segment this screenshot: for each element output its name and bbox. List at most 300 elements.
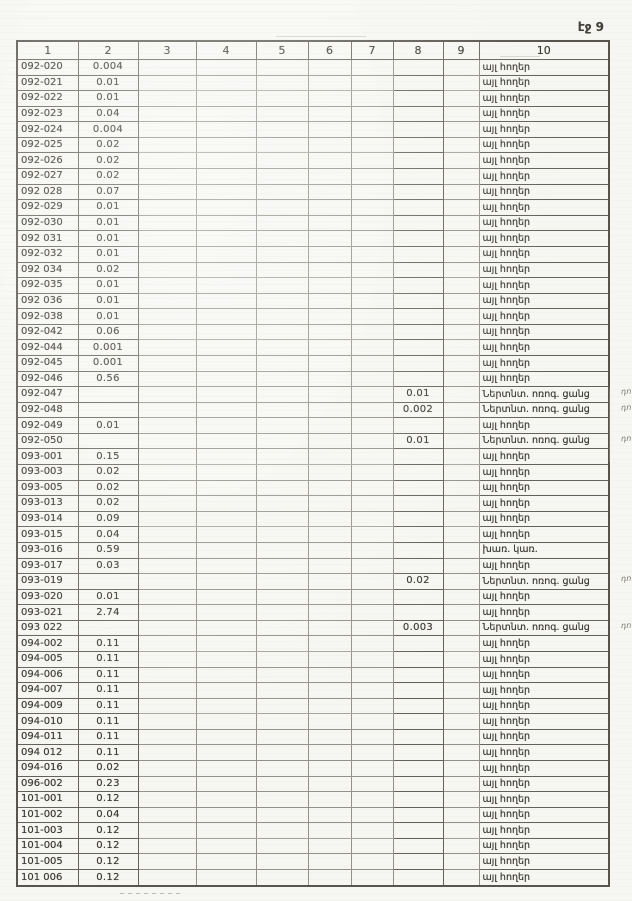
empty-cell [256, 729, 308, 745]
empty-cell [443, 589, 479, 605]
empty-cell [196, 433, 256, 449]
empty-cell [138, 371, 196, 387]
empty-cell [351, 231, 393, 247]
empty-cell [196, 698, 256, 714]
area-value-cell [78, 433, 138, 449]
empty-cell [308, 558, 351, 574]
empty-cell [351, 169, 393, 185]
empty-cell [308, 574, 351, 590]
col8-value-cell: 0.01 [393, 387, 443, 403]
empty-cell [308, 184, 351, 200]
table-row [17, 200, 609, 216]
parcel-code-cell: 101-002 [17, 807, 78, 823]
table-row [17, 402, 609, 418]
parcel-code-cell: 092-024 [17, 122, 78, 138]
col8-value-cell [393, 698, 443, 714]
landuse-cell: այլ հողեր [479, 200, 609, 216]
parcel-code-cell: 093-013 [17, 496, 78, 512]
parcel-code-cell: 092-029 [17, 200, 78, 216]
empty-cell [138, 698, 196, 714]
empty-cell [196, 854, 256, 870]
table-row [17, 387, 609, 403]
landuse-cell: այլ հողեր [479, 371, 609, 387]
empty-cell [256, 340, 308, 356]
empty-cell [351, 496, 393, 512]
empty-cell [308, 511, 351, 527]
empty-cell [138, 262, 196, 278]
area-value-cell: 0.02 [78, 153, 138, 169]
landuse-cell: այլ հողեր [479, 745, 609, 761]
empty-cell [351, 122, 393, 138]
col8-value-cell [393, 729, 443, 745]
empty-cell [443, 683, 479, 699]
empty-cell [196, 200, 256, 216]
empty-cell [138, 761, 196, 777]
empty-cell [196, 215, 256, 231]
col8-value-cell [393, 761, 443, 777]
empty-cell [351, 870, 393, 886]
col8-value-cell [393, 184, 443, 200]
empty-cell [308, 605, 351, 621]
parcel-code-cell: 094-002 [17, 636, 78, 652]
empty-cell [308, 231, 351, 247]
empty-cell [138, 184, 196, 200]
landuse-cell: այլ հողեր [479, 854, 609, 870]
empty-cell [196, 418, 256, 434]
empty-cell [443, 371, 479, 387]
empty-cell [256, 324, 308, 340]
empty-cell [138, 246, 196, 262]
empty-cell [351, 153, 393, 169]
empty-cell [351, 465, 393, 481]
empty-cell [138, 122, 196, 138]
empty-cell [196, 651, 256, 667]
empty-cell [256, 651, 308, 667]
landuse-cell: այլ հողեր [479, 636, 609, 652]
empty-cell [443, 698, 479, 714]
col8-value-cell [393, 651, 443, 667]
landuse-cell: այլ հողեր [479, 60, 609, 76]
empty-cell [138, 589, 196, 605]
empty-cell [138, 387, 196, 403]
empty-cell [443, 60, 479, 76]
empty-cell [308, 745, 351, 761]
parcel-code-cell: 093-003 [17, 465, 78, 481]
landuse-cell: այլ հողեր [479, 527, 609, 543]
area-value-cell: 0.12 [78, 854, 138, 870]
empty-cell [196, 683, 256, 699]
empty-cell [256, 449, 308, 465]
empty-cell [443, 651, 479, 667]
empty-cell [308, 651, 351, 667]
parcel-code-cell: 094-007 [17, 683, 78, 699]
landuse-cell: Ներտնտ. ոռոգ. ցանց դո [479, 574, 609, 590]
area-value-cell: 0.59 [78, 542, 138, 558]
empty-cell [138, 215, 196, 231]
landuse-cell: խառ. կառ. [479, 542, 609, 558]
empty-cell [443, 137, 479, 153]
empty-cell [138, 745, 196, 761]
empty-cell [138, 651, 196, 667]
empty-cell [351, 340, 393, 356]
area-value-cell: 0.09 [78, 511, 138, 527]
col8-value-cell [393, 496, 443, 512]
empty-cell [443, 324, 479, 340]
col8-value-cell [393, 278, 443, 294]
empty-cell [196, 605, 256, 621]
empty-cell [256, 122, 308, 138]
col8-value-cell [393, 340, 443, 356]
col8-value-cell [393, 683, 443, 699]
parcel-code-cell: 093-001 [17, 449, 78, 465]
empty-cell [196, 278, 256, 294]
empty-cell [256, 262, 308, 278]
area-value-cell: 0.04 [78, 106, 138, 122]
table-row [17, 324, 609, 340]
landuse-cell: այլ հողեր [479, 605, 609, 621]
empty-cell [196, 574, 256, 590]
parcel-code-cell: 092-035 [17, 278, 78, 294]
empty-cell [351, 792, 393, 808]
col8-value-cell [393, 527, 443, 543]
col8-value-cell [393, 200, 443, 216]
table-row [17, 122, 609, 138]
empty-cell [308, 262, 351, 278]
empty-cell [308, 200, 351, 216]
empty-cell [196, 729, 256, 745]
empty-cell [308, 729, 351, 745]
empty-cell [196, 231, 256, 247]
col8-value-cell [393, 480, 443, 496]
landuse-cell: այլ հողեր [479, 838, 609, 854]
landuse-cell: այլ հողեր [479, 231, 609, 247]
table-row [17, 340, 609, 356]
empty-cell [308, 278, 351, 294]
empty-cell [196, 465, 256, 481]
landuse-cell: այլ հողեր [479, 651, 609, 667]
parcel-code-cell: 094-010 [17, 714, 78, 730]
empty-cell [443, 184, 479, 200]
empty-cell [308, 169, 351, 185]
table-row [17, 683, 609, 699]
column-header: 6 [308, 41, 351, 60]
parcel-code-cell: 092-044 [17, 340, 78, 356]
empty-cell [443, 636, 479, 652]
empty-cell [138, 714, 196, 730]
empty-cell [351, 91, 393, 107]
area-value-cell: 0.07 [78, 184, 138, 200]
empty-cell [256, 496, 308, 512]
empty-cell [351, 293, 393, 309]
landuse-cell: այլ հողեր [479, 465, 609, 481]
col8-value-cell [393, 511, 443, 527]
parcel-code-cell: 092-027 [17, 169, 78, 185]
parcel-code-cell: 092-022 [17, 91, 78, 107]
empty-cell [138, 278, 196, 294]
col8-value-cell [393, 870, 443, 886]
landuse-cell: այլ հողեր [479, 262, 609, 278]
empty-cell [443, 169, 479, 185]
col8-value-cell [393, 589, 443, 605]
area-value-cell: 0.001 [78, 340, 138, 356]
table-row [17, 60, 609, 76]
empty-cell [256, 200, 308, 216]
empty-cell [443, 293, 479, 309]
handwritten-margin-note: դո [620, 573, 632, 584]
empty-cell [196, 838, 256, 854]
empty-cell [443, 387, 479, 403]
column-header: 8 [393, 41, 443, 60]
empty-cell [351, 246, 393, 262]
empty-cell [138, 823, 196, 839]
empty-cell [196, 324, 256, 340]
col8-value-cell [393, 293, 443, 309]
empty-cell [138, 558, 196, 574]
empty-cell [196, 807, 256, 823]
table-row [17, 215, 609, 231]
table-row [17, 854, 609, 870]
empty-cell [138, 511, 196, 527]
empty-cell [443, 215, 479, 231]
col8-value-cell [393, 122, 443, 138]
col8-value-cell [393, 465, 443, 481]
landuse-cell: այլ հողեր [479, 355, 609, 371]
empty-cell [138, 792, 196, 808]
landuse-cell: Ներտնտ. ոռոգ. ցանց դո [479, 387, 609, 403]
empty-cell [443, 418, 479, 434]
area-value-cell: 0.01 [78, 293, 138, 309]
landuse-cell: այլ հողեր [479, 137, 609, 153]
empty-cell [308, 137, 351, 153]
empty-cell [443, 496, 479, 512]
area-value-cell: 0.01 [78, 278, 138, 294]
empty-cell [256, 169, 308, 185]
empty-cell [351, 729, 393, 745]
table-row [17, 106, 609, 122]
empty-cell [196, 309, 256, 325]
parcel-code-cell: 092-046 [17, 371, 78, 387]
landuse-cell: այլ հողեր [479, 729, 609, 745]
empty-cell [256, 558, 308, 574]
area-value-cell [78, 387, 138, 403]
table-row [17, 355, 609, 371]
empty-cell [443, 106, 479, 122]
parcel-code-cell: 092-021 [17, 75, 78, 91]
col8-value-cell [393, 838, 443, 854]
landuse-cell: Ներտնտ. ոռոգ. ցանց դո [479, 402, 609, 418]
empty-cell [256, 589, 308, 605]
empty-cell [351, 137, 393, 153]
empty-cell [196, 511, 256, 527]
area-value-cell: 0.11 [78, 714, 138, 730]
handwritten-margin-note: դո [620, 402, 632, 412]
empty-cell [351, 184, 393, 200]
empty-cell [308, 636, 351, 652]
empty-cell [308, 542, 351, 558]
empty-cell [138, 870, 196, 886]
parcel-code-cell: 101-004 [17, 838, 78, 854]
empty-cell [196, 496, 256, 512]
empty-cell [196, 169, 256, 185]
landuse-cell: այլ հողեր [479, 106, 609, 122]
area-value-cell: 0.12 [78, 823, 138, 839]
empty-cell [256, 402, 308, 418]
col8-value-cell [393, 153, 443, 169]
parcel-code-cell: 093-020 [17, 589, 78, 605]
area-value-cell: 0.12 [78, 838, 138, 854]
empty-cell [138, 574, 196, 590]
area-value-cell: 2.74 [78, 605, 138, 621]
parcel-code-cell: 092-049 [17, 418, 78, 434]
table-row [17, 589, 609, 605]
empty-cell [138, 480, 196, 496]
empty-cell [256, 761, 308, 777]
empty-cell [351, 854, 393, 870]
landuse-cell: այլ հողեր [479, 215, 609, 231]
parcel-code-cell: 092-042 [17, 324, 78, 340]
parcel-code-cell: 101-003 [17, 823, 78, 839]
parcel-code-cell: 092-020 [17, 60, 78, 76]
empty-cell [308, 387, 351, 403]
area-value-cell: 0.004 [78, 60, 138, 76]
empty-cell [308, 776, 351, 792]
empty-cell [308, 75, 351, 91]
empty-cell [256, 511, 308, 527]
area-value-cell: 0.01 [78, 215, 138, 231]
empty-cell [351, 636, 393, 652]
header-row [17, 41, 609, 60]
landuse-cell: այլ հողեր [479, 683, 609, 699]
parcel-code-cell: 101 006 [17, 870, 78, 886]
parcel-code-cell: 093-021 [17, 605, 78, 621]
area-value-cell: 0.001 [78, 355, 138, 371]
parcel-code-cell: 101-005 [17, 854, 78, 870]
empty-cell [138, 854, 196, 870]
landuse-cell: այլ հողեր [479, 184, 609, 200]
table-row [17, 137, 609, 153]
empty-cell [308, 698, 351, 714]
empty-cell [443, 558, 479, 574]
empty-cell [196, 137, 256, 153]
empty-cell [308, 496, 351, 512]
empty-cell [308, 402, 351, 418]
col8-value-cell [393, 714, 443, 730]
empty-cell [256, 807, 308, 823]
area-value-cell: 0.02 [78, 169, 138, 185]
empty-cell [308, 153, 351, 169]
empty-cell [138, 137, 196, 153]
empty-cell [351, 542, 393, 558]
area-value-cell: 0.01 [78, 418, 138, 434]
empty-cell [443, 838, 479, 854]
empty-cell [443, 620, 479, 636]
table-row [17, 169, 609, 185]
area-value-cell: 0.03 [78, 558, 138, 574]
table-row [17, 651, 609, 667]
empty-cell [308, 823, 351, 839]
parcel-code-cell: 094-006 [17, 667, 78, 683]
column-header: 4 [196, 41, 256, 60]
parcel-code-cell: 094-009 [17, 698, 78, 714]
empty-cell [443, 200, 479, 216]
area-value-cell: 0.11 [78, 651, 138, 667]
empty-cell [308, 60, 351, 76]
landuse-cell: այլ հողեր [479, 870, 609, 886]
column-header: 10 [479, 41, 609, 60]
empty-cell [351, 574, 393, 590]
area-value-cell: 0.15 [78, 449, 138, 465]
landuse-cell: այլ հողեր [479, 823, 609, 839]
area-value-cell: 0.01 [78, 75, 138, 91]
empty-cell [256, 823, 308, 839]
landuse-cell: այլ հողեր [479, 589, 609, 605]
parcel-code-cell: 093-019 [17, 574, 78, 590]
parcel-code-cell: 094-016 [17, 761, 78, 777]
empty-cell [443, 433, 479, 449]
empty-cell [138, 231, 196, 247]
handwritten-margin-note: դո [620, 433, 632, 444]
parcel-code-cell: 092 036 [17, 293, 78, 309]
parcel-code-cell: 092-038 [17, 309, 78, 325]
landuse-cell: այլ հողեր [479, 293, 609, 309]
empty-cell [138, 402, 196, 418]
empty-cell [138, 106, 196, 122]
empty-cell [443, 355, 479, 371]
parcel-code-cell: 096-002 [17, 776, 78, 792]
empty-cell [256, 75, 308, 91]
area-value-cell: 0.02 [78, 465, 138, 481]
area-value-cell: 0.12 [78, 792, 138, 808]
empty-cell [196, 262, 256, 278]
area-value-cell: 0.01 [78, 200, 138, 216]
empty-cell [138, 418, 196, 434]
empty-cell [138, 605, 196, 621]
table-body [17, 60, 632, 887]
empty-cell [196, 371, 256, 387]
empty-cell [308, 792, 351, 808]
empty-cell [256, 870, 308, 886]
table-row [17, 278, 609, 294]
empty-cell [138, 683, 196, 699]
empty-cell [351, 75, 393, 91]
empty-cell [443, 309, 479, 325]
empty-cell [443, 278, 479, 294]
table-row [17, 838, 609, 854]
empty-cell [138, 465, 196, 481]
empty-cell [196, 106, 256, 122]
empty-cell [196, 449, 256, 465]
empty-cell [443, 807, 479, 823]
table-row [17, 511, 609, 527]
empty-cell [351, 667, 393, 683]
empty-cell [308, 309, 351, 325]
empty-cell [308, 371, 351, 387]
empty-cell [256, 153, 308, 169]
table-row [17, 745, 609, 761]
empty-cell [443, 231, 479, 247]
empty-cell [256, 433, 308, 449]
empty-cell [138, 60, 196, 76]
empty-cell [351, 683, 393, 699]
empty-cell [443, 402, 479, 418]
empty-cell [443, 761, 479, 777]
empty-cell [308, 807, 351, 823]
col8-value-cell [393, 558, 443, 574]
empty-cell [443, 605, 479, 621]
table-row [17, 309, 609, 325]
col8-value-cell [393, 823, 443, 839]
empty-cell [196, 636, 256, 652]
